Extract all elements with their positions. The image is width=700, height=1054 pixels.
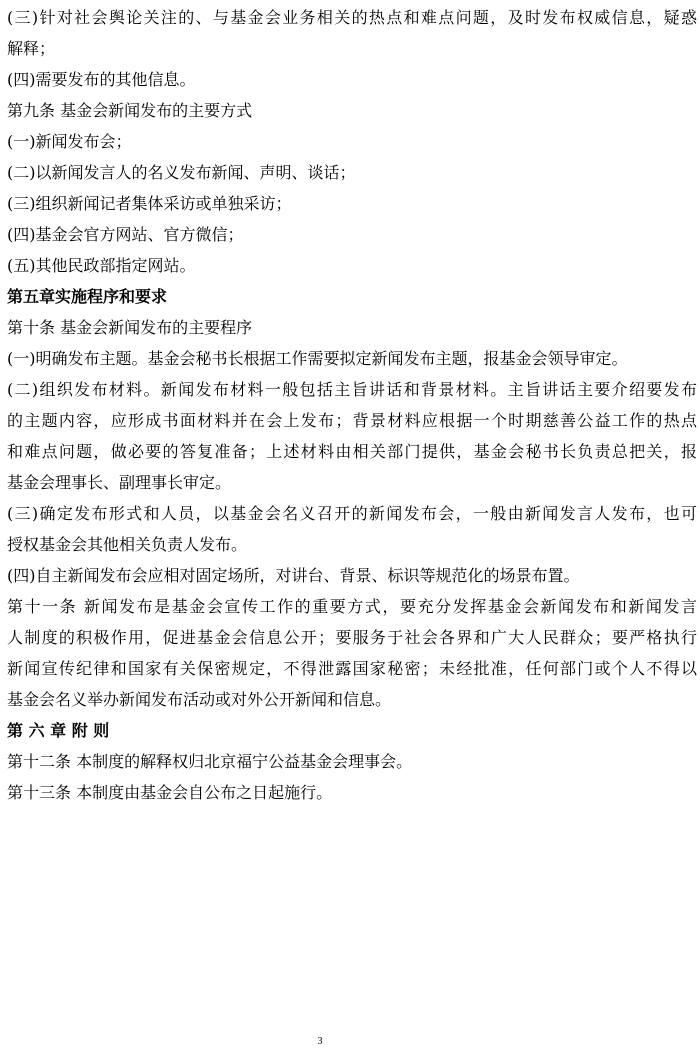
paragraph-line: 的主题内容，应形成书面材料并在会上发布；背景材料应根据一个时期慈善公益工作的热点: [7, 411, 697, 430]
paragraph-line: 新闻宣传纪律和国家有关保密规定，不得泄露国家秘密；未经批准，任何部门或个人不得以: [7, 659, 697, 678]
paragraph-line: (四)需要发布的其他信息。: [7, 70, 196, 89]
list-item: (五)其他民政部指定网站。: [7, 256, 196, 275]
list-item: (四)基金会官方网站、官方微信；: [7, 225, 244, 244]
paragraph-line: (二)组织发布材料。新闻发布材料一般包括主旨讲话和背景材料。主旨讲话主要介绍要发布: [7, 380, 697, 399]
paragraph-line: 第十一条 新闻发布是基金会宣传工作的重要方式，要充分发挥基金会新闻发布和新闻发言: [7, 597, 697, 616]
paragraph-line: 人制度的积极作用，促进基金会信息公开；要服务于社会各界和广大人民群众；要严格执行: [7, 628, 697, 647]
list-item: (二)以新闻发言人的名义发布新闻、声明、谈话；: [7, 163, 356, 182]
list-item: (三)组织新闻记者集体采访或单独采访；: [7, 194, 292, 213]
chapter-heading: 第 六 章 附 则: [7, 721, 110, 740]
page-number: 3: [317, 1036, 323, 1047]
article-line: 第十三条 本制度由基金会自公布之日起施行。: [7, 783, 333, 802]
document-body: [7, 2, 697, 808]
chapter-heading: 第五章实施程序和要求: [7, 287, 168, 306]
article-heading: 第九条 基金会新闻发布的主要方式: [7, 101, 253, 120]
article-heading: 第十条 基金会新闻发布的主要程序: [7, 318, 253, 337]
paragraph-line: (三)针对社会舆论关注的、与基金会业务相关的热点和难点问题，及时发布权威信息，疑惑: [7, 8, 697, 27]
paragraph-line: 基金会名义举办新闻发布活动或对外公开新闻和信息。: [7, 690, 392, 709]
list-item: (四)自主新闻发布会应相对固定场所，对讲台、背景、标识等规范化的场景布置。: [7, 566, 580, 585]
paragraph-line: 和难点问题，做必要的答复准备；上述材料由相关部门提供，基金会秘书长负责总把关，报: [7, 442, 697, 461]
list-item: (一)新闻发布会；: [7, 132, 132, 151]
paragraph-line: 基金会理事长、副理事长审定。: [7, 473, 232, 492]
paragraph-line: 授权基金会其他相关负责人发布。: [7, 535, 248, 554]
list-item: (一)明确发布主题。基金会秘书长根据工作需要拟定新闻发布主题，报基金会领导审定。: [7, 349, 628, 368]
paragraph-line: (三)确定发布形式和人员，以基金会名义召开的新闻发布会，一般由新闻发言人发布，也可: [7, 504, 697, 523]
article-line: 第十二条 本制度的解释权归北京福宁公益基金会理事会。: [7, 752, 413, 771]
paragraph-line: 解释；: [7, 39, 56, 58]
